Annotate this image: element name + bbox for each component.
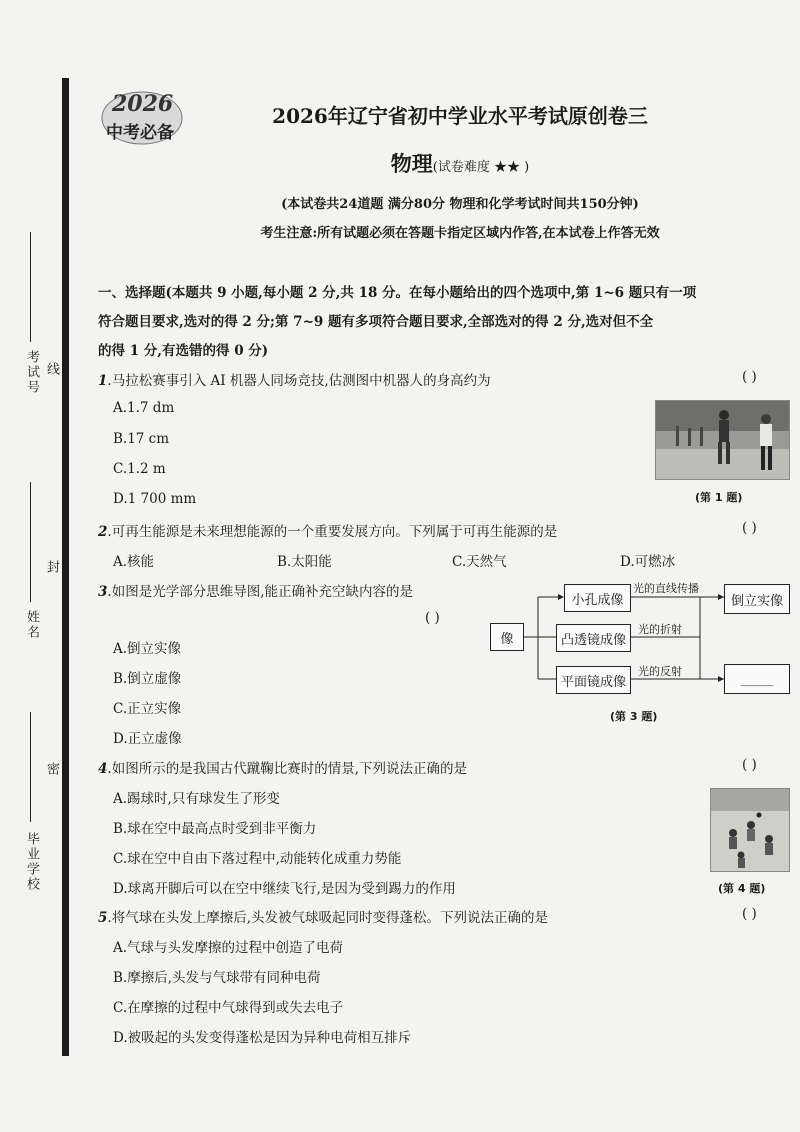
option-d: D.球离开脚后可以在空中继续飞行,是因为受到踢力的作用 bbox=[113, 881, 456, 897]
question-text: .如图所示的是我国古代蹴鞠比赛时的情景,下列说法正确的是 bbox=[107, 761, 467, 777]
mindmap-result-inverted-real: 倒立实像 bbox=[724, 584, 790, 614]
marathon-robot-photo bbox=[655, 400, 790, 480]
option-c: C.正立实像 bbox=[113, 701, 182, 717]
mindmap-result-blank: _____ bbox=[724, 664, 790, 694]
answer-paren: ( ) bbox=[425, 610, 440, 626]
option-b: B.太阳能 bbox=[277, 554, 332, 570]
name-label: 姓名 bbox=[24, 610, 39, 640]
question-5-stem bbox=[98, 906, 548, 926]
logo-text: 中考必备 bbox=[106, 123, 174, 143]
section-line-1: 一、选择题(本题共 9 小题,每小题 2 分,共 18 分。在每小题给出的四个选项中,第 1~6 题只有一项 bbox=[98, 285, 697, 301]
mindmap-branch-plane-mirror: 平面镜成像 bbox=[556, 666, 631, 694]
seal-mark-secret: 密 bbox=[44, 762, 59, 777]
exam-title: 2026年辽宁省初中学业水平考试原创卷三 bbox=[272, 104, 648, 128]
question-text: .可再生能源是未来理想能源的一个重要发展方向。下列属于可再生能源的是 bbox=[107, 524, 558, 540]
exam-no-label: 考试号 bbox=[24, 350, 39, 395]
question-number: 2 bbox=[98, 524, 108, 540]
figure-3-caption: (第 3 题) bbox=[610, 710, 658, 723]
question-3-stem bbox=[98, 580, 413, 600]
binding-bar bbox=[62, 78, 69, 1056]
logo-year: 2026 bbox=[112, 91, 174, 117]
subject-name: 物理 bbox=[390, 151, 433, 176]
name-line bbox=[30, 482, 31, 602]
mindmap-link-refraction: 光的折射 bbox=[638, 623, 682, 636]
option-d: D.正立虚像 bbox=[113, 731, 182, 747]
option-d: D.1 700 mm bbox=[113, 491, 197, 507]
answer-paren: ( ) bbox=[742, 369, 757, 385]
seal-mark-seal: 封 bbox=[44, 560, 59, 575]
mindmap-branch-pinhole: 小孔成像 bbox=[564, 584, 631, 612]
cuju-painting bbox=[710, 788, 790, 872]
question-text: .如图是光学部分思维导图,能正确补充空缺内容的是 bbox=[107, 584, 413, 600]
exam-notice: 考生注意:所有试题必须在答题卡指定区域内作答,在本试卷上作答无效 bbox=[260, 226, 660, 241]
option-b: B.17 cm bbox=[113, 431, 170, 447]
section-heading bbox=[98, 279, 798, 366]
question-number: 5 bbox=[98, 910, 108, 926]
section-line-3: 的得 1 分,有选错的得 0 分) bbox=[98, 343, 269, 359]
answer-paren: ( ) bbox=[742, 906, 757, 922]
question-text: .将气球在头发上摩擦后,头发被气球吸起同时变得蓬松。下列说法正确的是 bbox=[107, 910, 548, 926]
figure-4-caption: (第 4 题) bbox=[718, 882, 766, 895]
option-d: D.可燃冰 bbox=[620, 554, 676, 570]
question-text: .马拉松赛事引入 AI 机器人同场竞技,估测图中机器人的身高约为 bbox=[107, 373, 491, 389]
option-b: B.球在空中最高点时受到非平衡力 bbox=[113, 821, 317, 837]
exam-no-line bbox=[30, 232, 31, 342]
question-2-stem bbox=[98, 520, 557, 540]
question-number: 4 bbox=[98, 761, 108, 777]
option-c: C.1.2 m bbox=[113, 461, 166, 477]
option-a: A.1.7 dm bbox=[113, 400, 175, 416]
mindmap-branch-convex-lens: 凸透镜成像 bbox=[556, 624, 631, 652]
figure-1-caption: (第 1 题) bbox=[695, 491, 743, 504]
option-a: A.倒立实像 bbox=[113, 641, 182, 657]
school-label: 毕业学校 bbox=[24, 832, 39, 892]
option-c: C.球在空中自由下落过程中,动能转化成重力势能 bbox=[113, 851, 402, 867]
difficulty: (试卷难度 ★★ ) bbox=[432, 160, 530, 175]
section-line-2: 符合题目要求,选对的得 2 分;第 7~9 题有多项符合题目要求,全部选对的得 2 分,选对但不全 bbox=[98, 314, 654, 330]
option-b: B.倒立虚像 bbox=[113, 671, 182, 687]
optics-mindmap bbox=[488, 575, 793, 700]
question-4-stem bbox=[98, 757, 467, 777]
seal-mark-line: 线 bbox=[44, 362, 59, 377]
mindmap-link-reflection: 光的反射 bbox=[638, 665, 682, 678]
option-c: C.在摩擦的过程中气球得到或失去电子 bbox=[113, 1000, 344, 1016]
school-line bbox=[30, 712, 31, 822]
option-a: A.核能 bbox=[113, 554, 155, 570]
option-a: A.踢球时,只有球发生了形变 bbox=[113, 791, 280, 807]
question-number: 1 bbox=[98, 373, 108, 389]
option-a: A.气球与头发摩擦的过程中创造了电荷 bbox=[113, 940, 344, 956]
answer-paren: ( ) bbox=[742, 520, 757, 536]
answer-paren: ( ) bbox=[742, 757, 757, 773]
option-b: B.摩擦后,头发与气球带有同种电荷 bbox=[113, 970, 321, 986]
subject-line bbox=[160, 148, 760, 178]
option-c: C.天然气 bbox=[452, 554, 507, 570]
question-1-stem bbox=[98, 369, 491, 389]
mindmap-link-straight-line: 光的直线传播 bbox=[633, 582, 699, 595]
option-d: D.被吸起的头发变得蓬松是因为异种电荷相互排斥 bbox=[113, 1030, 412, 1046]
exam-info: (本试卷共24道题 满分80分 物理和化学考试时间共150分钟) bbox=[281, 197, 639, 212]
question-number: 3 bbox=[98, 584, 108, 600]
mindmap-root-node: 像 bbox=[490, 623, 524, 651]
